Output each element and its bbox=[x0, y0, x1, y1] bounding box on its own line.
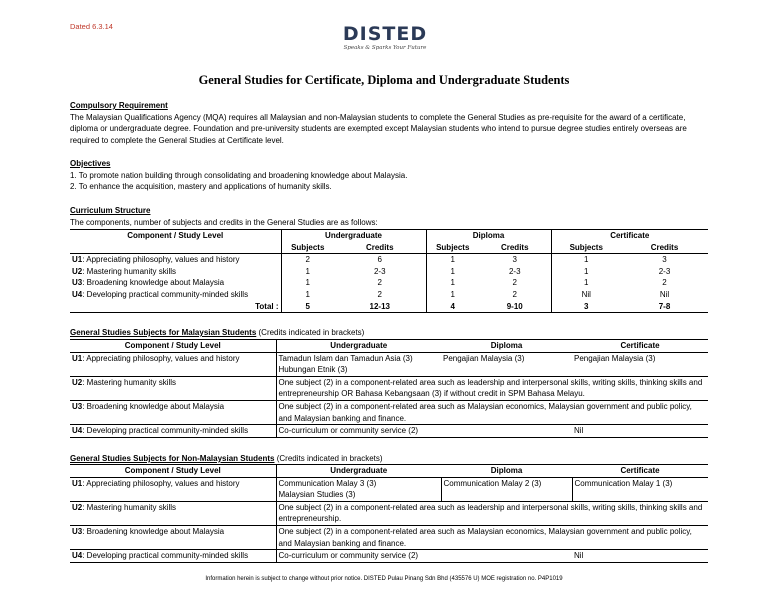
objective-item: 2. To enhance the acquisition, mastery and applications of humanity skills. bbox=[70, 182, 332, 191]
nonmalaysian-heading: General Studies Subjects for Non-Malaysian Students bbox=[70, 454, 275, 463]
component-name: : Developing practical community-minded skills bbox=[82, 426, 249, 436]
cell: 5 bbox=[305, 301, 310, 311]
dated-label: Dated 6.3.14 bbox=[70, 22, 113, 31]
page-title: General Studies for Certificate, Diploma and Undergraduate Students bbox=[198, 73, 570, 87]
cell: 1 bbox=[450, 266, 455, 276]
cell: 2-3 bbox=[479, 266, 551, 278]
subjects-label: Subjects bbox=[569, 242, 603, 252]
level-undergraduate: Undergraduate bbox=[281, 230, 426, 242]
objectives-section bbox=[70, 158, 706, 193]
component-code: U4 bbox=[72, 551, 83, 561]
cell: 7-8 bbox=[658, 301, 671, 311]
nonmalaysian-note: (Credits indicated in brackets) bbox=[274, 454, 383, 463]
nonmalaysian-heading-line bbox=[70, 453, 706, 465]
component-code: U4 bbox=[72, 426, 83, 436]
subject-item: Nil bbox=[574, 551, 584, 561]
subject-item: Malaysian Studies (3) bbox=[278, 490, 356, 500]
curriculum-heading: Curriculum Structure bbox=[70, 206, 151, 215]
table-row bbox=[70, 550, 708, 563]
subject-item: Hubungan Etnik (3) bbox=[278, 365, 348, 375]
component-code: U1 bbox=[72, 353, 83, 363]
footer-notice: Information herein is subject to change without prior notice. DISTED Pulau Pinang Sdn Bhd (435576 U) MOE registration no. P4P1019 bbox=[205, 576, 563, 582]
credits-label: Credits bbox=[650, 242, 679, 252]
table-row bbox=[70, 425, 708, 438]
component-name: : Mastering humanity skills bbox=[82, 502, 177, 512]
component-code: U3 bbox=[72, 526, 83, 536]
total-label: Total : bbox=[70, 301, 281, 313]
table-row bbox=[70, 501, 708, 525]
cell: 3 bbox=[479, 254, 551, 266]
subject-item: Pengajian Malaysia (3) bbox=[443, 353, 525, 363]
component-header: Component / Study Level bbox=[70, 340, 276, 353]
objective-item: 1. To promote nation building through consolidating and broadening knowledge about Malaysia. bbox=[70, 170, 408, 180]
level-diploma: Diploma bbox=[426, 230, 551, 242]
level-certificate: Certificate bbox=[620, 341, 660, 350]
malaysian-heading: General Studies Subjects for Malaysian Students bbox=[70, 328, 257, 337]
level-undergraduate: Undergraduate bbox=[330, 466, 388, 475]
component-header: Component / Study Level bbox=[70, 465, 276, 478]
subjects-label: Subjects bbox=[291, 242, 325, 252]
cell: Nil bbox=[659, 289, 670, 299]
cell: 1 bbox=[584, 266, 589, 276]
cell: 6 bbox=[334, 254, 426, 266]
cell: 12-13 bbox=[334, 301, 426, 313]
compulsory-section bbox=[70, 100, 706, 146]
total-row bbox=[70, 301, 708, 313]
level-diploma: Diploma bbox=[490, 466, 523, 475]
component-code: U1 bbox=[72, 255, 83, 265]
cell: 3 bbox=[584, 301, 589, 311]
cell: 2 bbox=[305, 255, 310, 265]
cell: 4 bbox=[450, 301, 455, 311]
subject-item: Communication Malay 3 (3) bbox=[278, 478, 377, 488]
component-code: U2 bbox=[72, 377, 83, 387]
subject-item: Pengajian Malaysia (3) bbox=[574, 353, 656, 363]
cell: 2 bbox=[479, 289, 551, 301]
level-undergraduate: Undergraduate bbox=[330, 341, 388, 350]
subject-item: Communication Malay 2 (3) bbox=[441, 477, 572, 501]
table-row bbox=[70, 525, 708, 549]
cell: 1 bbox=[450, 255, 455, 265]
table-row bbox=[70, 277, 708, 289]
cell: 1 bbox=[305, 289, 310, 299]
cell: 2 bbox=[334, 289, 426, 301]
logo-tagline: Speaks & Sparks Your Future bbox=[343, 45, 427, 51]
component-name: : Mastering humanity skills bbox=[82, 377, 177, 387]
subject-text: Co-curriculum or community service (2) bbox=[278, 551, 419, 561]
compulsory-text: The Malaysian Qualifications Agency (MQA) requires all Malaysian and non-Malaysian students to complete the General Studies as pre-requisite for the award of a certificate, diploma or undergraduate degree. Foundation and pre-university students are exempted except Malaysian students who intend to pursue degree studies entirely overseas are required to complete the General Studies at Certificate level. bbox=[70, 112, 687, 145]
component-code: U2 bbox=[72, 266, 83, 276]
subject-text: One subject (2) in a component-related area such as Malaysian economics, Malaysian government and public policy, and Malaysian banking and finance. bbox=[278, 526, 692, 548]
cell: 1 bbox=[450, 289, 455, 299]
cell: 1 bbox=[584, 278, 589, 288]
component-code: U4 bbox=[72, 289, 83, 299]
component-name: : Developing practical community-minded skills bbox=[82, 551, 249, 561]
component-name: : Broadening knowledge about Malaysia bbox=[82, 526, 225, 536]
table-row bbox=[70, 266, 708, 278]
curriculum-intro: The components, number of subjects and credits in the General Studies are as follows: bbox=[70, 217, 378, 227]
cell: 2-3 bbox=[658, 266, 671, 276]
cell: 1 bbox=[584, 255, 589, 265]
table-row bbox=[70, 400, 708, 424]
malaysian-table bbox=[70, 339, 708, 438]
level-diploma: Diploma bbox=[490, 341, 523, 350]
cell: 2 bbox=[662, 278, 667, 288]
cell: 2 bbox=[479, 277, 551, 289]
component-code: U2 bbox=[72, 502, 83, 512]
table-row bbox=[70, 477, 708, 501]
subject-text: One subject (2) in a component-related area such as Malaysian economics, Malaysian government and public policy, and Malaysian banking and finance. bbox=[278, 401, 692, 423]
subject-item: Nil bbox=[574, 426, 584, 436]
nonmalaysian-table bbox=[70, 464, 708, 563]
component-name: : Broadening knowledge about Malaysia bbox=[82, 401, 225, 411]
subject-text: One subject (2) in a component-related area such as leadership and interpersonal skills, writing skills, thinking skills and entrepreneurship OR Bahasa Kebangsaan (3) if without credit in SPM Bahasa Melayu. bbox=[278, 377, 703, 399]
table-row bbox=[70, 254, 708, 266]
component-name: : Developing practical community-minded skills bbox=[82, 289, 249, 299]
component-code: U3 bbox=[72, 401, 83, 411]
subject-text: One subject (2) in a component-related area such as leadership and interpersonal skills, writing skills, thinking skills and entrepreneurship. bbox=[278, 502, 703, 524]
subject-text: Co-curriculum or community service (2) bbox=[278, 426, 419, 436]
component-name: : Appreciating philosophy, values and history bbox=[82, 478, 240, 488]
table-row bbox=[70, 376, 708, 400]
component-code: U3 bbox=[72, 278, 83, 288]
cell: 1 bbox=[305, 266, 310, 276]
curriculum-section bbox=[70, 205, 706, 228]
level-certificate: Certificate bbox=[610, 231, 650, 240]
cell: 1 bbox=[450, 278, 455, 288]
cell: 2-3 bbox=[334, 266, 426, 278]
credits-label: Credits bbox=[479, 242, 551, 254]
component-name: : Appreciating philosophy, values and history bbox=[82, 255, 240, 265]
subject-item: Tamadun Islam dan Tamadun Asia (3) bbox=[278, 353, 413, 363]
curriculum-table bbox=[70, 229, 708, 313]
cell: 2 bbox=[334, 277, 426, 289]
logo-wordmark: DISTED bbox=[342, 23, 428, 45]
cell: Nil bbox=[581, 289, 591, 299]
component-code: U1 bbox=[72, 478, 83, 488]
cell: 3 bbox=[662, 255, 667, 265]
subjects-label: Subjects bbox=[436, 242, 470, 252]
malaysian-heading-line bbox=[70, 327, 706, 339]
component-name: : Broadening knowledge about Malaysia bbox=[82, 278, 225, 288]
table-row bbox=[70, 289, 708, 301]
objectives-heading: Objectives bbox=[70, 159, 111, 168]
level-certificate: Certificate bbox=[620, 466, 660, 475]
component-header: Component / Study Level bbox=[70, 230, 281, 242]
subject-item: Communication Malay 1 (3) bbox=[574, 478, 673, 488]
cell: 9-10 bbox=[479, 301, 551, 313]
compulsory-heading: Compulsory Requirement bbox=[70, 101, 168, 110]
credits-label: Credits bbox=[334, 242, 426, 254]
table-row bbox=[70, 352, 708, 376]
component-name: : Mastering humanity skills bbox=[82, 266, 177, 276]
component-name: : Appreciating philosophy, values and history bbox=[82, 353, 240, 363]
malaysian-note: (Credits indicated in brackets) bbox=[256, 328, 365, 337]
disted-logo bbox=[340, 24, 430, 58]
cell: 1 bbox=[305, 278, 310, 288]
